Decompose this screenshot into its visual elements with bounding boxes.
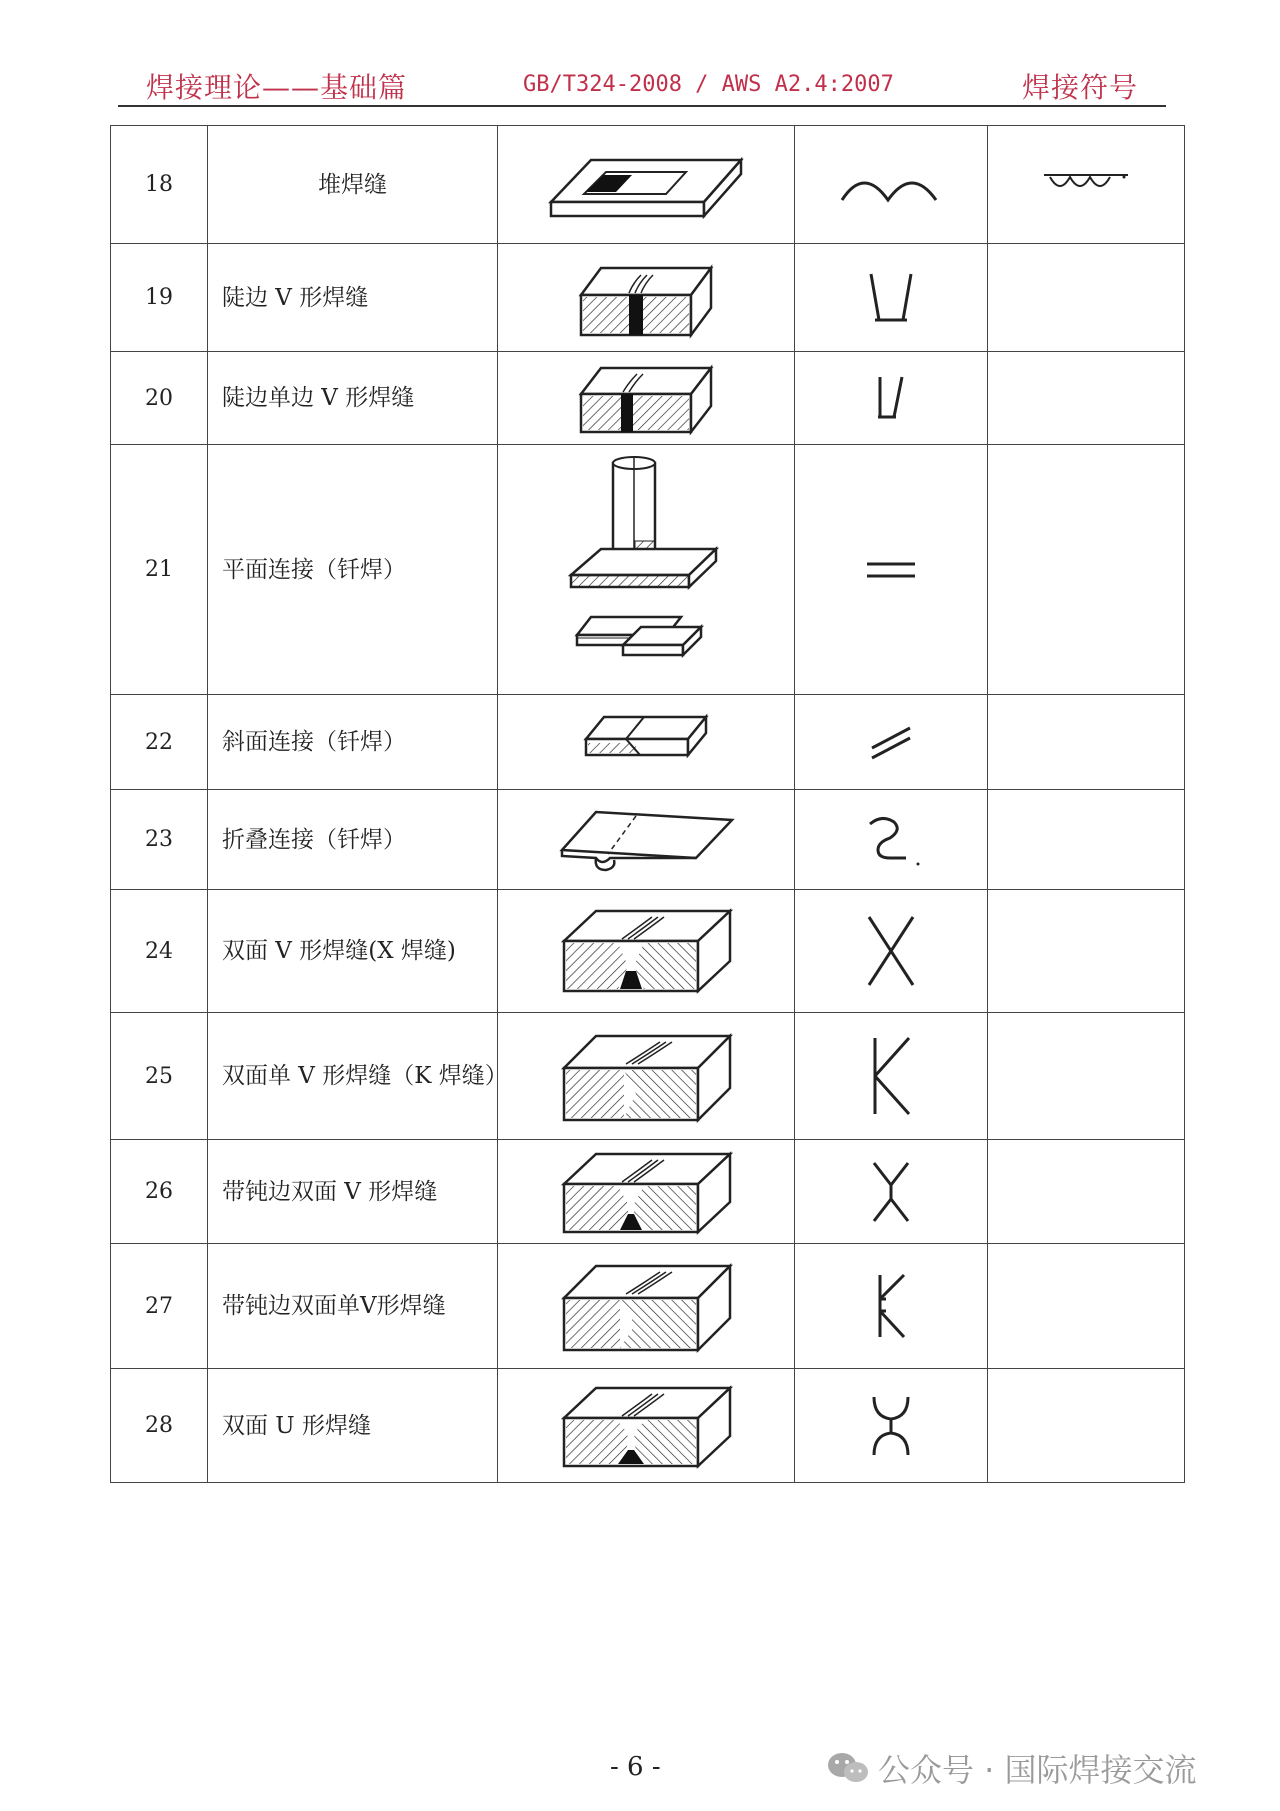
flat-joint-icon <box>498 445 795 695</box>
row-number: 18 <box>111 126 208 244</box>
double-u-symbol-icon <box>795 1369 988 1483</box>
inclined-joint-icon <box>498 695 795 790</box>
k-symbol-icon <box>795 1013 988 1140</box>
x-symbol-icon <box>795 890 988 1013</box>
watermark-text: 公众号 · 国际焊接交流 <box>878 1751 1197 1789</box>
weld-name: 折叠连接（钎焊） <box>208 790 498 890</box>
row-number: 21 <box>111 445 208 695</box>
row-number: 20 <box>111 352 208 445</box>
weld-name: 双面 U 形焊缝 <box>208 1369 498 1483</box>
weld-name: 陡边单边 V 形焊缝 <box>208 352 498 445</box>
row-number: 28 <box>111 1369 208 1483</box>
row-number: 19 <box>111 244 208 352</box>
table-row <box>111 445 1185 695</box>
table-row <box>111 244 1185 352</box>
table-row <box>111 890 1185 1013</box>
weld-name: 斜面连接（钎焊） <box>208 695 498 790</box>
watermark <box>826 1745 1197 1794</box>
weld-name: 堆焊缝 <box>208 126 498 244</box>
table-row <box>111 695 1185 790</box>
weld-name: 带钝边双面单V形焊缝 <box>208 1244 498 1369</box>
steep-bevel-weld-icon <box>498 352 795 445</box>
row-number: 25 <box>111 1013 208 1140</box>
header-section: 焊接符号 <box>1021 71 1138 104</box>
weld-name: 双面单 V 形焊缝（K 焊缝） <box>208 1013 498 1140</box>
double-slash-symbol-icon <box>795 695 988 790</box>
page-number: - 6 - <box>610 1752 661 1782</box>
double-bevel-weld-icon <box>498 1013 795 1140</box>
weld-name: 双面 V 形焊缝(X 焊缝) <box>208 890 498 1013</box>
double-v-weld-icon <box>498 890 795 1013</box>
weld-name: 带钝边双面 V 形焊缝 <box>208 1140 498 1244</box>
weld-name: 陡边 V 形焊缝 <box>208 244 498 352</box>
steep-v-symbol-icon <box>795 244 988 352</box>
wechat-icon <box>826 1750 870 1794</box>
fold-joint-icon <box>498 790 795 890</box>
double-bevel-root-symbol-icon <box>795 1244 988 1369</box>
header-standard: GB/T324-2008 / AWS A2.4:2007 <box>523 72 894 97</box>
row-number: 26 <box>111 1140 208 1244</box>
fold-symbol-icon <box>795 790 988 890</box>
double-y-symbol-icon <box>795 1140 988 1244</box>
table-row <box>111 1369 1185 1483</box>
surfacing-weld-icon <box>498 126 795 244</box>
surfacing-symbol-icon <box>795 126 988 244</box>
double-line-symbol-icon <box>795 445 988 695</box>
table-row <box>111 790 1185 890</box>
row-number: 24 <box>111 890 208 1013</box>
row-number: 22 <box>111 695 208 790</box>
double-v-root-face-weld-icon <box>498 1140 795 1244</box>
double-bevel-root-face-weld-icon <box>498 1244 795 1369</box>
steep-bevel-symbol-icon <box>795 352 988 445</box>
weld-name: 平面连接（钎焊） <box>208 445 498 695</box>
table-row <box>111 1140 1185 1244</box>
table-row <box>111 352 1185 445</box>
table-row <box>111 1013 1185 1140</box>
row-number: 27 <box>111 1244 208 1369</box>
row-number: 23 <box>111 790 208 890</box>
page-header <box>118 64 1166 108</box>
double-u-weld-icon <box>498 1369 795 1483</box>
table-row <box>111 126 1185 244</box>
header-rule <box>118 105 1166 107</box>
aws-surfacing-symbol-icon <box>988 126 1185 244</box>
header-title: 焊接理论——基础篇 <box>146 71 408 104</box>
weld-symbol-table <box>110 125 1185 1483</box>
steep-v-weld-icon <box>498 244 795 352</box>
table-row <box>111 1244 1185 1369</box>
